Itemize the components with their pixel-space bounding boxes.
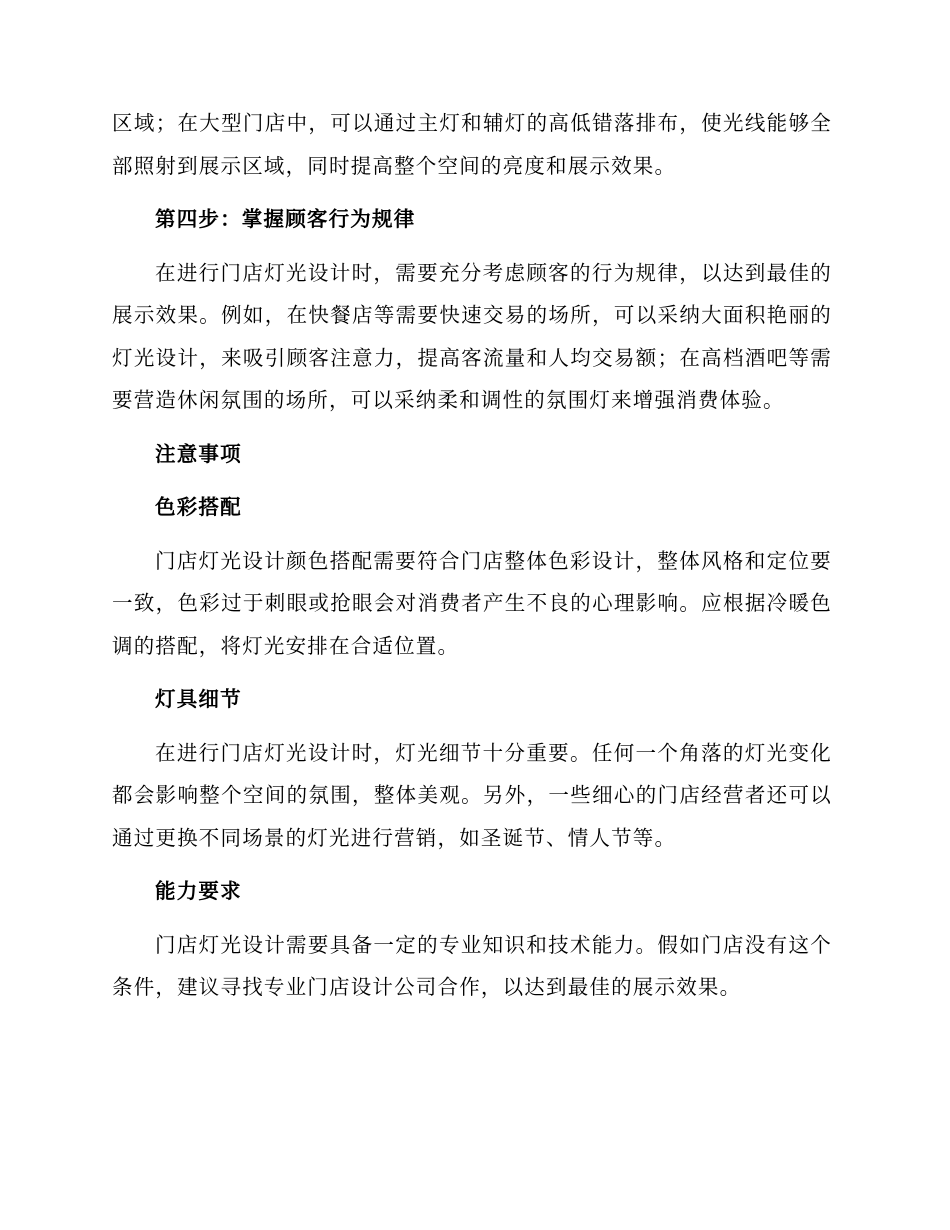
step4-paragraph: 在进行门店灯光设计时，需要充分考虑顾客的行为规律，以达到最佳的展示效果。例如，在快餐店等需要快速交易的场所，可以采纳大面积艳丽的灯光设计，来吸引顾客注意力，提高客流量和人均交易额；在高档酒吧等需要营造休闲氛围的场所，可以采纳柔和调性的氛围灯来增强消费体验。	[112, 260, 832, 412]
color-paragraph: 门店灯光设计颜色搭配需要符合门店整体色彩设计，整体风格和定位要一致，色彩过于刺眼或抢眼会对消费者产生不良的心理影响。应根据冷暖色调的搭配，将灯光安排在合适位置。	[112, 548, 832, 658]
fixture-heading: 灯具细节	[155, 687, 242, 711]
step4-heading: 第四步：掌握顾客行为规律	[155, 207, 416, 231]
notes-heading: 注意事项	[155, 441, 242, 466]
fixture-paragraph: 在进行门店灯光设计时，灯光细节十分重要。任何一个角落的灯光变化都会影响整个空间的氛围，整体美观。另外，一些细心的门店经营者还可以通过更换不同场景的灯光进行营销，如圣诞节、情人节等。	[112, 740, 832, 850]
continued-paragraph: 区域；在大型门店中，可以通过主灯和辅灯的高低错落排布，使光线能够全部照射到展示区域，同时提高整个空间的亮度和展示效果。	[112, 111, 832, 178]
ability-paragraph: 门店灯光设计需要具备一定的专业知识和技术能力。假如门店没有这个条件，建议寻找专业门店设计公司合作，以达到最佳的展示效果。	[112, 932, 832, 999]
document-page	[112, 102, 832, 1020]
color-heading: 色彩搭配	[155, 495, 242, 519]
ability-heading: 能力要求	[155, 879, 242, 903]
